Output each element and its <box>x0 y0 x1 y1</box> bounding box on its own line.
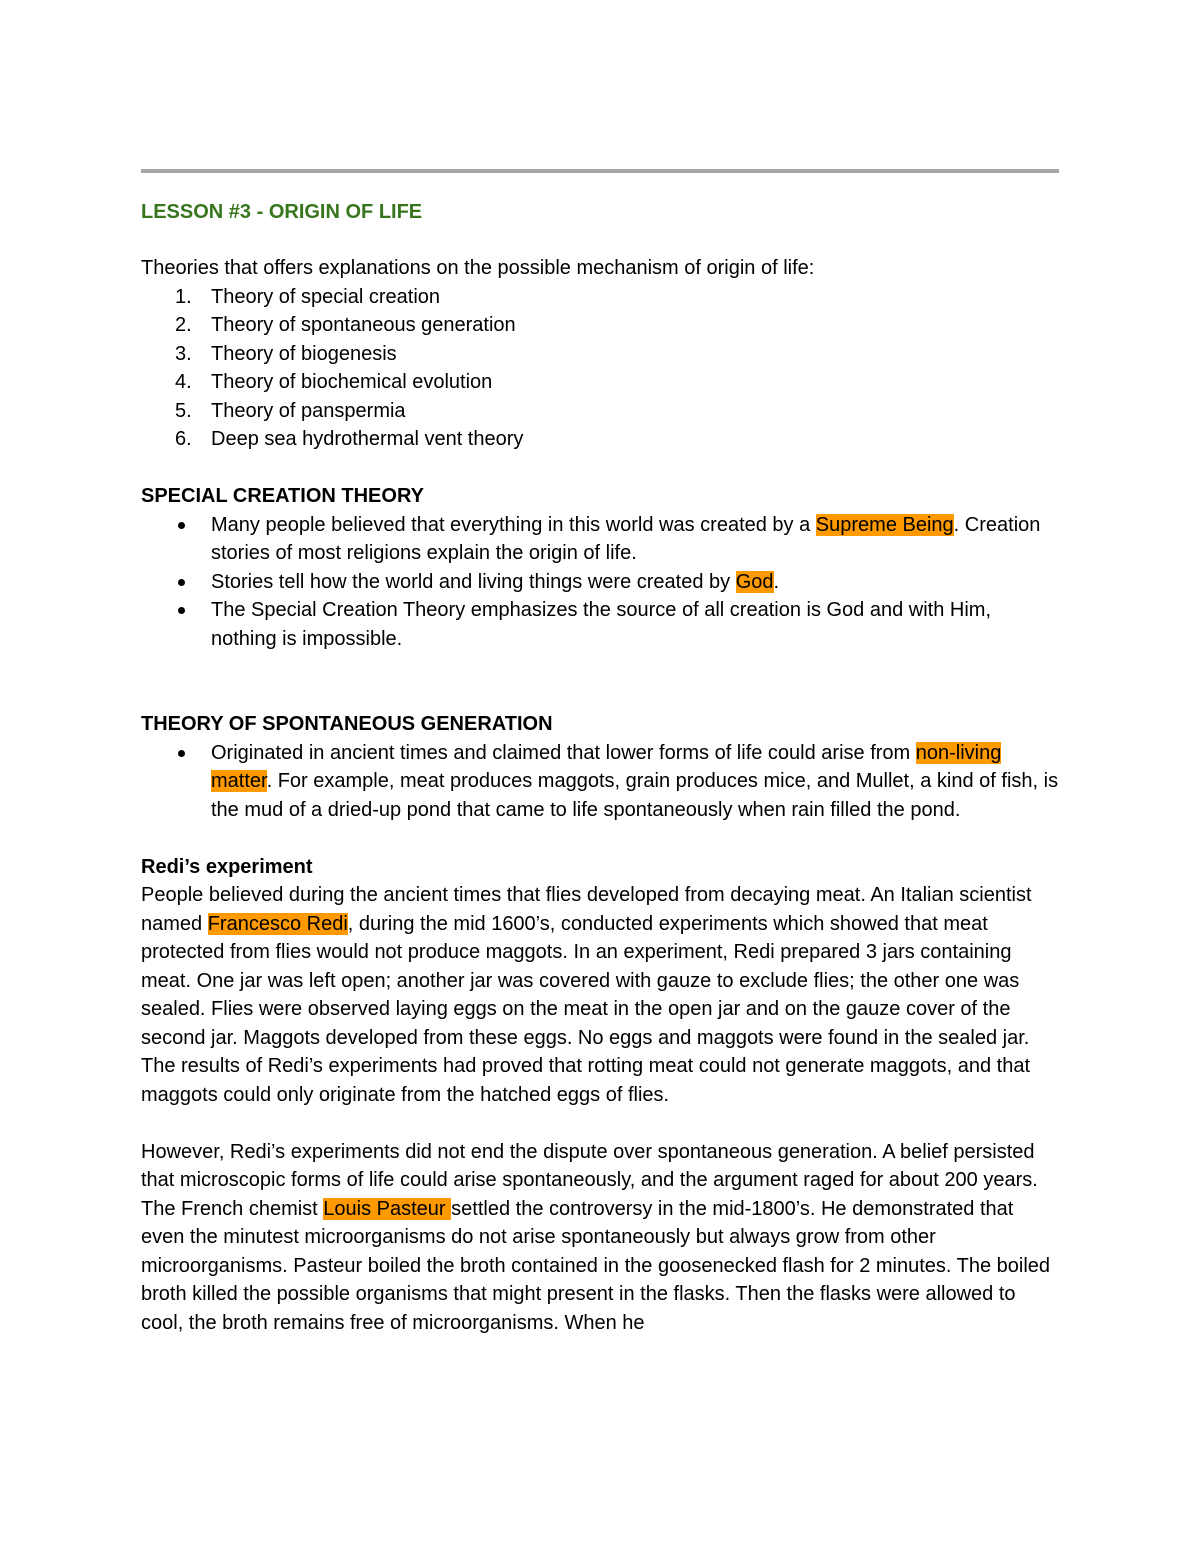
list-item: Stories tell how the world and living things were created by God. <box>141 568 1061 597</box>
list-item <box>141 340 1061 369</box>
theories-intro: Theories that offers explanations on the possible mechanism of origin of life: <box>141 257 815 279</box>
theories-list <box>141 283 1061 454</box>
special-creation-heading: SPECIAL CREATION THEORY <box>141 485 424 507</box>
highlight: Supreme Being <box>815 513 954 536</box>
list-number: 4. <box>175 371 192 393</box>
pasteur-paragraph: However, Redi’s experiments did not end the dispute over spontaneous generation. A belief persisted that microscopic forms of life could arise spontaneously, and the argument raged for about 200 years. The French chemist Louis Pasteur settled the controversy in the mid-1800’s. He demonstrated that even the minutest microorganisms do not arise spontaneously but always grow from other microorganisms. Pasteur boiled the broth contained in the goosenecked flash for 2 minutes. The boiled broth killed the possible organisms that might present in the flasks. Then the flasks were allowed to cool, the broth remains free of microorganisms. When he <box>141 1140 1051 1334</box>
bullet-icon <box>178 750 185 757</box>
list-number: 6. <box>175 428 192 450</box>
bullet-icon <box>178 607 185 614</box>
list-item <box>141 311 1061 340</box>
list-item: Originated in ancient times and claimed that lower forms of life could arise from non-living matter. For example, meat produces maggots, grain produces mice, and Mullet, a kind of fish, is the mud of a dried-up pond that came to life spontaneously when rain filled the pond. <box>141 739 1061 825</box>
list-number: 5. <box>175 399 192 422</box>
list-item-text: Theory of spontaneous generation <box>211 314 516 336</box>
spontaneous-generation-list <box>141 739 1061 825</box>
list-item-text: Theory of biogenesis <box>211 342 397 365</box>
list-number: 3. <box>175 342 192 365</box>
list-number: 2. <box>175 314 192 336</box>
highlight: Louis Pasteur <box>323 1197 452 1220</box>
list-item <box>141 283 1061 312</box>
horizontal-rule <box>141 169 1059 173</box>
lesson-title: LESSON #3 - ORIGIN OF LIFE <box>141 201 423 223</box>
list-item: The Special Creation Theory emphasizes the source of all creation is God and with Him, nothing is impossible. <box>141 596 1061 653</box>
highlight: Francesco Redi <box>207 912 348 935</box>
bullet-icon <box>178 579 185 586</box>
list-item <box>141 397 1061 426</box>
list-item <box>141 368 1061 397</box>
bullet-icon <box>178 522 185 529</box>
redi-experiment-heading: Redi’s experiment <box>141 855 313 878</box>
highlight: God <box>735 570 774 593</box>
list-item-text: Theory of panspermia <box>211 399 406 422</box>
highlight: non-living matter <box>211 741 1002 792</box>
document-body <box>141 254 1061 1337</box>
list-item-text: Theory of biochemical evolution <box>211 371 493 393</box>
list-item-text: Theory of special creation <box>211 285 441 308</box>
spontaneous-generation-heading: THEORY OF SPONTANEOUS GENERATION <box>141 713 553 735</box>
special-creation-list <box>141 511 1061 654</box>
redi-paragraph: People believed during the ancient times that flies developed from decaying meat. An Italian scientist named Francesco Redi, during the mid 1600’s, conducted experiments which showed that meat protected from flies would not produce maggots. In an experiment, Redi prepared 3 jars containing meat. One jar was left open; another jar was covered with gauze to exclude flies; the other one was sealed. Flies were observed laying eggs on the meat in the open jar and on the gauze cover of the second jar. Maggots developed from these eggs. No eggs and maggots were found in the sealed jar. The results of Redi’s experiments had proved that rotting meat could not generate maggots, and that maggots could only originate from the hatched eggs of flies. <box>141 884 1032 1106</box>
list-item-text: Deep sea hydrothermal vent theory <box>211 428 524 450</box>
list-number: 1. <box>175 285 192 308</box>
list-item: Many people believed that everything in this world was created by a Supreme Being. Creation stories of most religions explain the origin of life. <box>141 511 1061 568</box>
list-item <box>141 425 1061 454</box>
